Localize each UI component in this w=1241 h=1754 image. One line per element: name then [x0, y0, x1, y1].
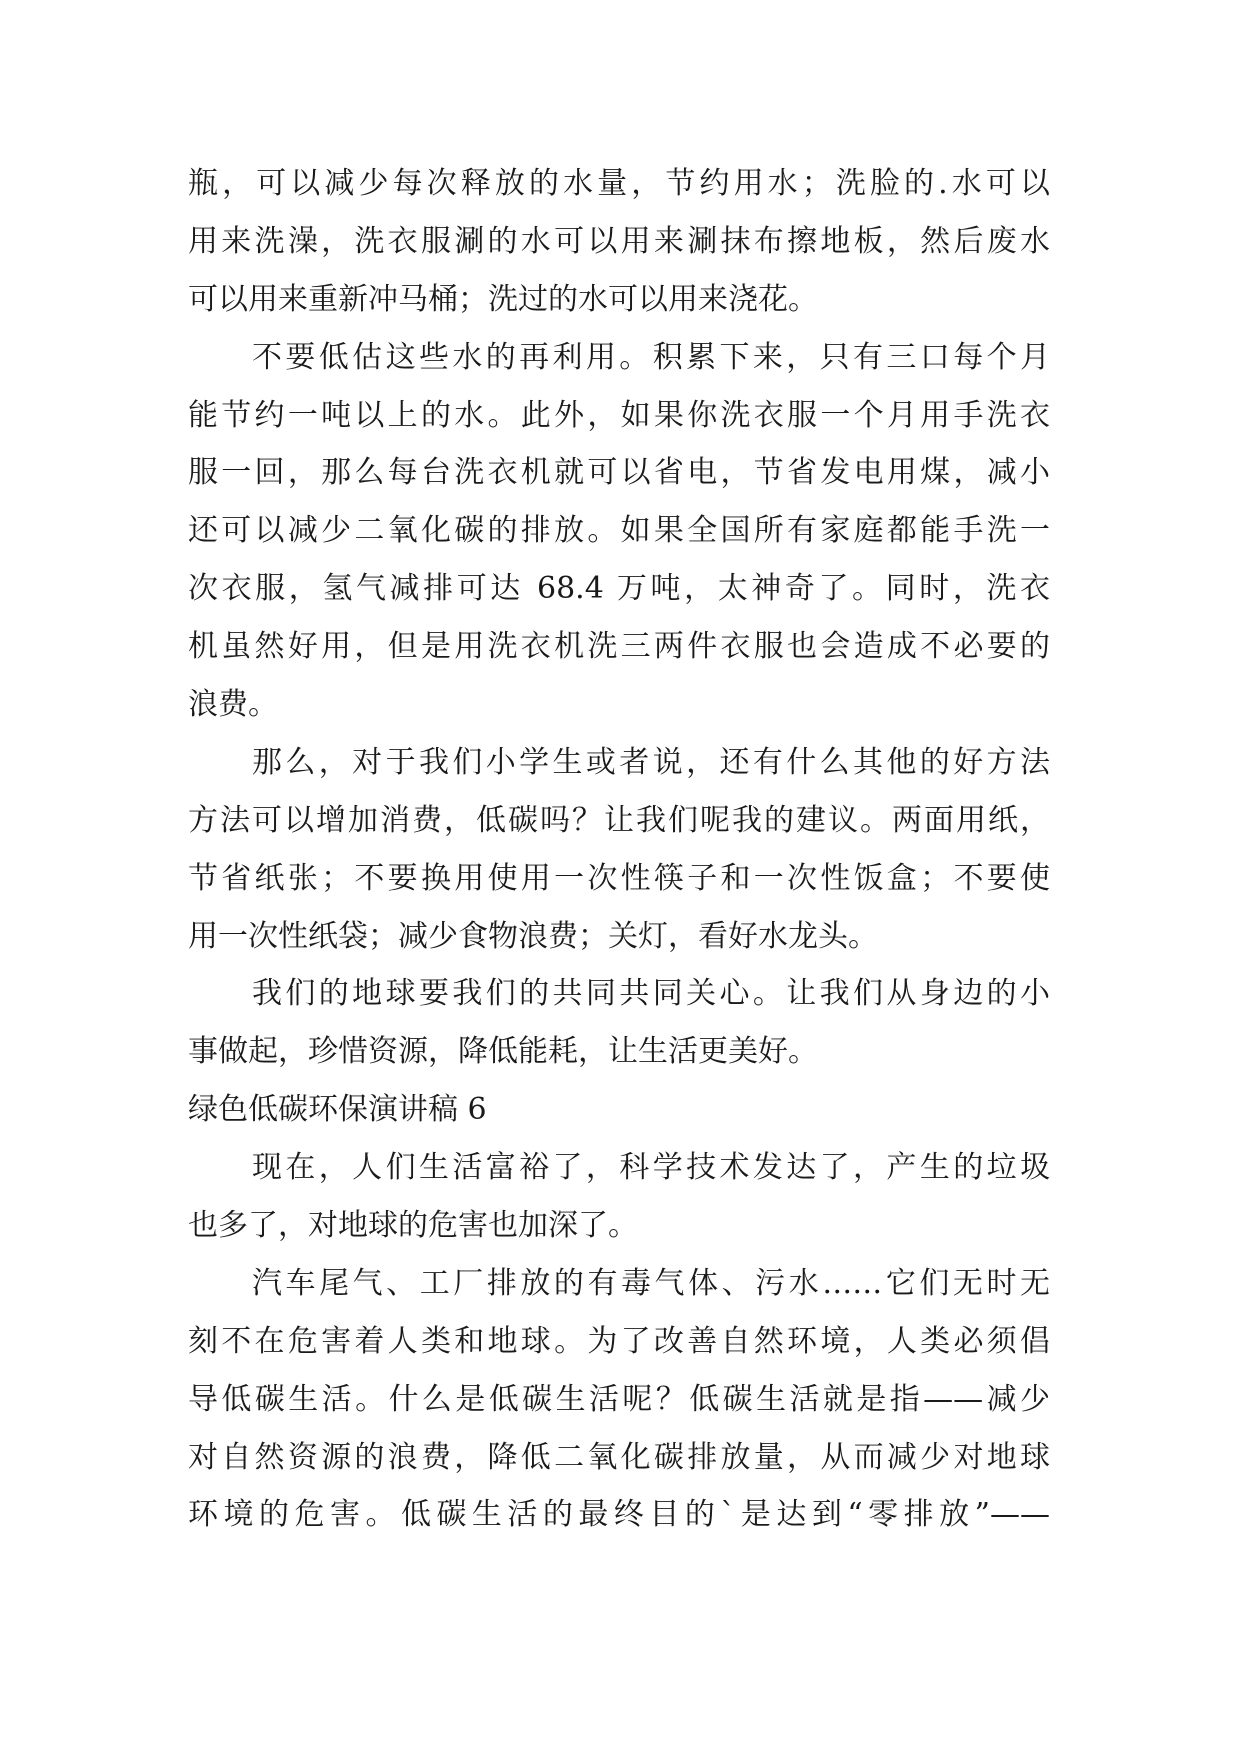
text-line: 用来洗澡，洗衣服涮的水可以用来涮抹布擦地板，然后废水	[188, 223, 1050, 259]
text-line: 事做起，珍惜资源，降低能耗，让生活更美好。	[188, 1034, 818, 1070]
text-line: 环境的危害。低碳生活的最终目的`是达到“零排放”——	[188, 1497, 1050, 1533]
paragraph-start-line: 不要低估这些水的再利用。积累下来，只有三口每个月	[252, 339, 1050, 375]
document-body	[188, 155, 1050, 1544]
paragraph-start-line: 我们的地球要我们的共同共同关心。让我们从身边的小	[252, 976, 1050, 1012]
text-line: 瓶，可以减少每次释放的水量，节约用水；洗脸的.水可以	[188, 166, 1050, 201]
text-line: 服一回，那么每台洗衣机就可以省电，节省发电用煤，减小	[188, 455, 1050, 491]
text-line: 刻不在危害着人类和地球。为了改善自然环境，人类必须倡	[188, 1323, 1050, 1359]
text-line: 还可以减少二氧化碳的排放。如果全国所有家庭都能手洗一	[188, 513, 1050, 549]
text-line: 机虽然好用，但是用洗衣机洗三两件衣服也会造成不必要的	[188, 629, 1050, 665]
text-line: 可以用来重新冲马桶；洗过的水可以用来浇花。	[188, 281, 818, 317]
paragraph-start-line: 现在，人们生活富裕了，科学技术发达了，产生的垃圾	[252, 1150, 1050, 1186]
text-line: 也多了，对地球的危害也加深了。	[188, 1208, 638, 1244]
paragraph-start-line: 那么，对于我们小学生或者说，还有什么其他的好方法	[252, 744, 1050, 780]
text-line: 能节约一吨以上的水。此外，如果你洗衣服一个月用手洗衣	[188, 397, 1050, 433]
text-line: 方法可以增加消费，低碳吗？让我们呢我的建议。两面用纸，	[188, 802, 1050, 838]
text-line: 次衣服，氢气减排可达 68.4 万吨，太神奇了。同时，洗衣	[188, 571, 1050, 607]
paragraph-start-line: 汽车尾气、工厂排放的有毒气体、污水……它们无时无	[252, 1265, 1050, 1301]
section-heading: 绿色低碳环保演讲稿 6	[188, 1092, 487, 1128]
text-line: 浪费。	[188, 687, 278, 723]
text-line: 用一次性纸袋；减少食物浪费；关灯，看好水龙头。	[188, 918, 878, 954]
text-line: 导低碳生活。什么是低碳生活呢？低碳生活就是指——减少	[188, 1381, 1050, 1417]
text-line: 节省纸张；不要换用使用一次性筷子和一次性饭盒；不要使	[188, 860, 1050, 896]
text-line: 对自然资源的浪费，降低二氧化碳排放量，从而减少对地球	[188, 1439, 1050, 1475]
